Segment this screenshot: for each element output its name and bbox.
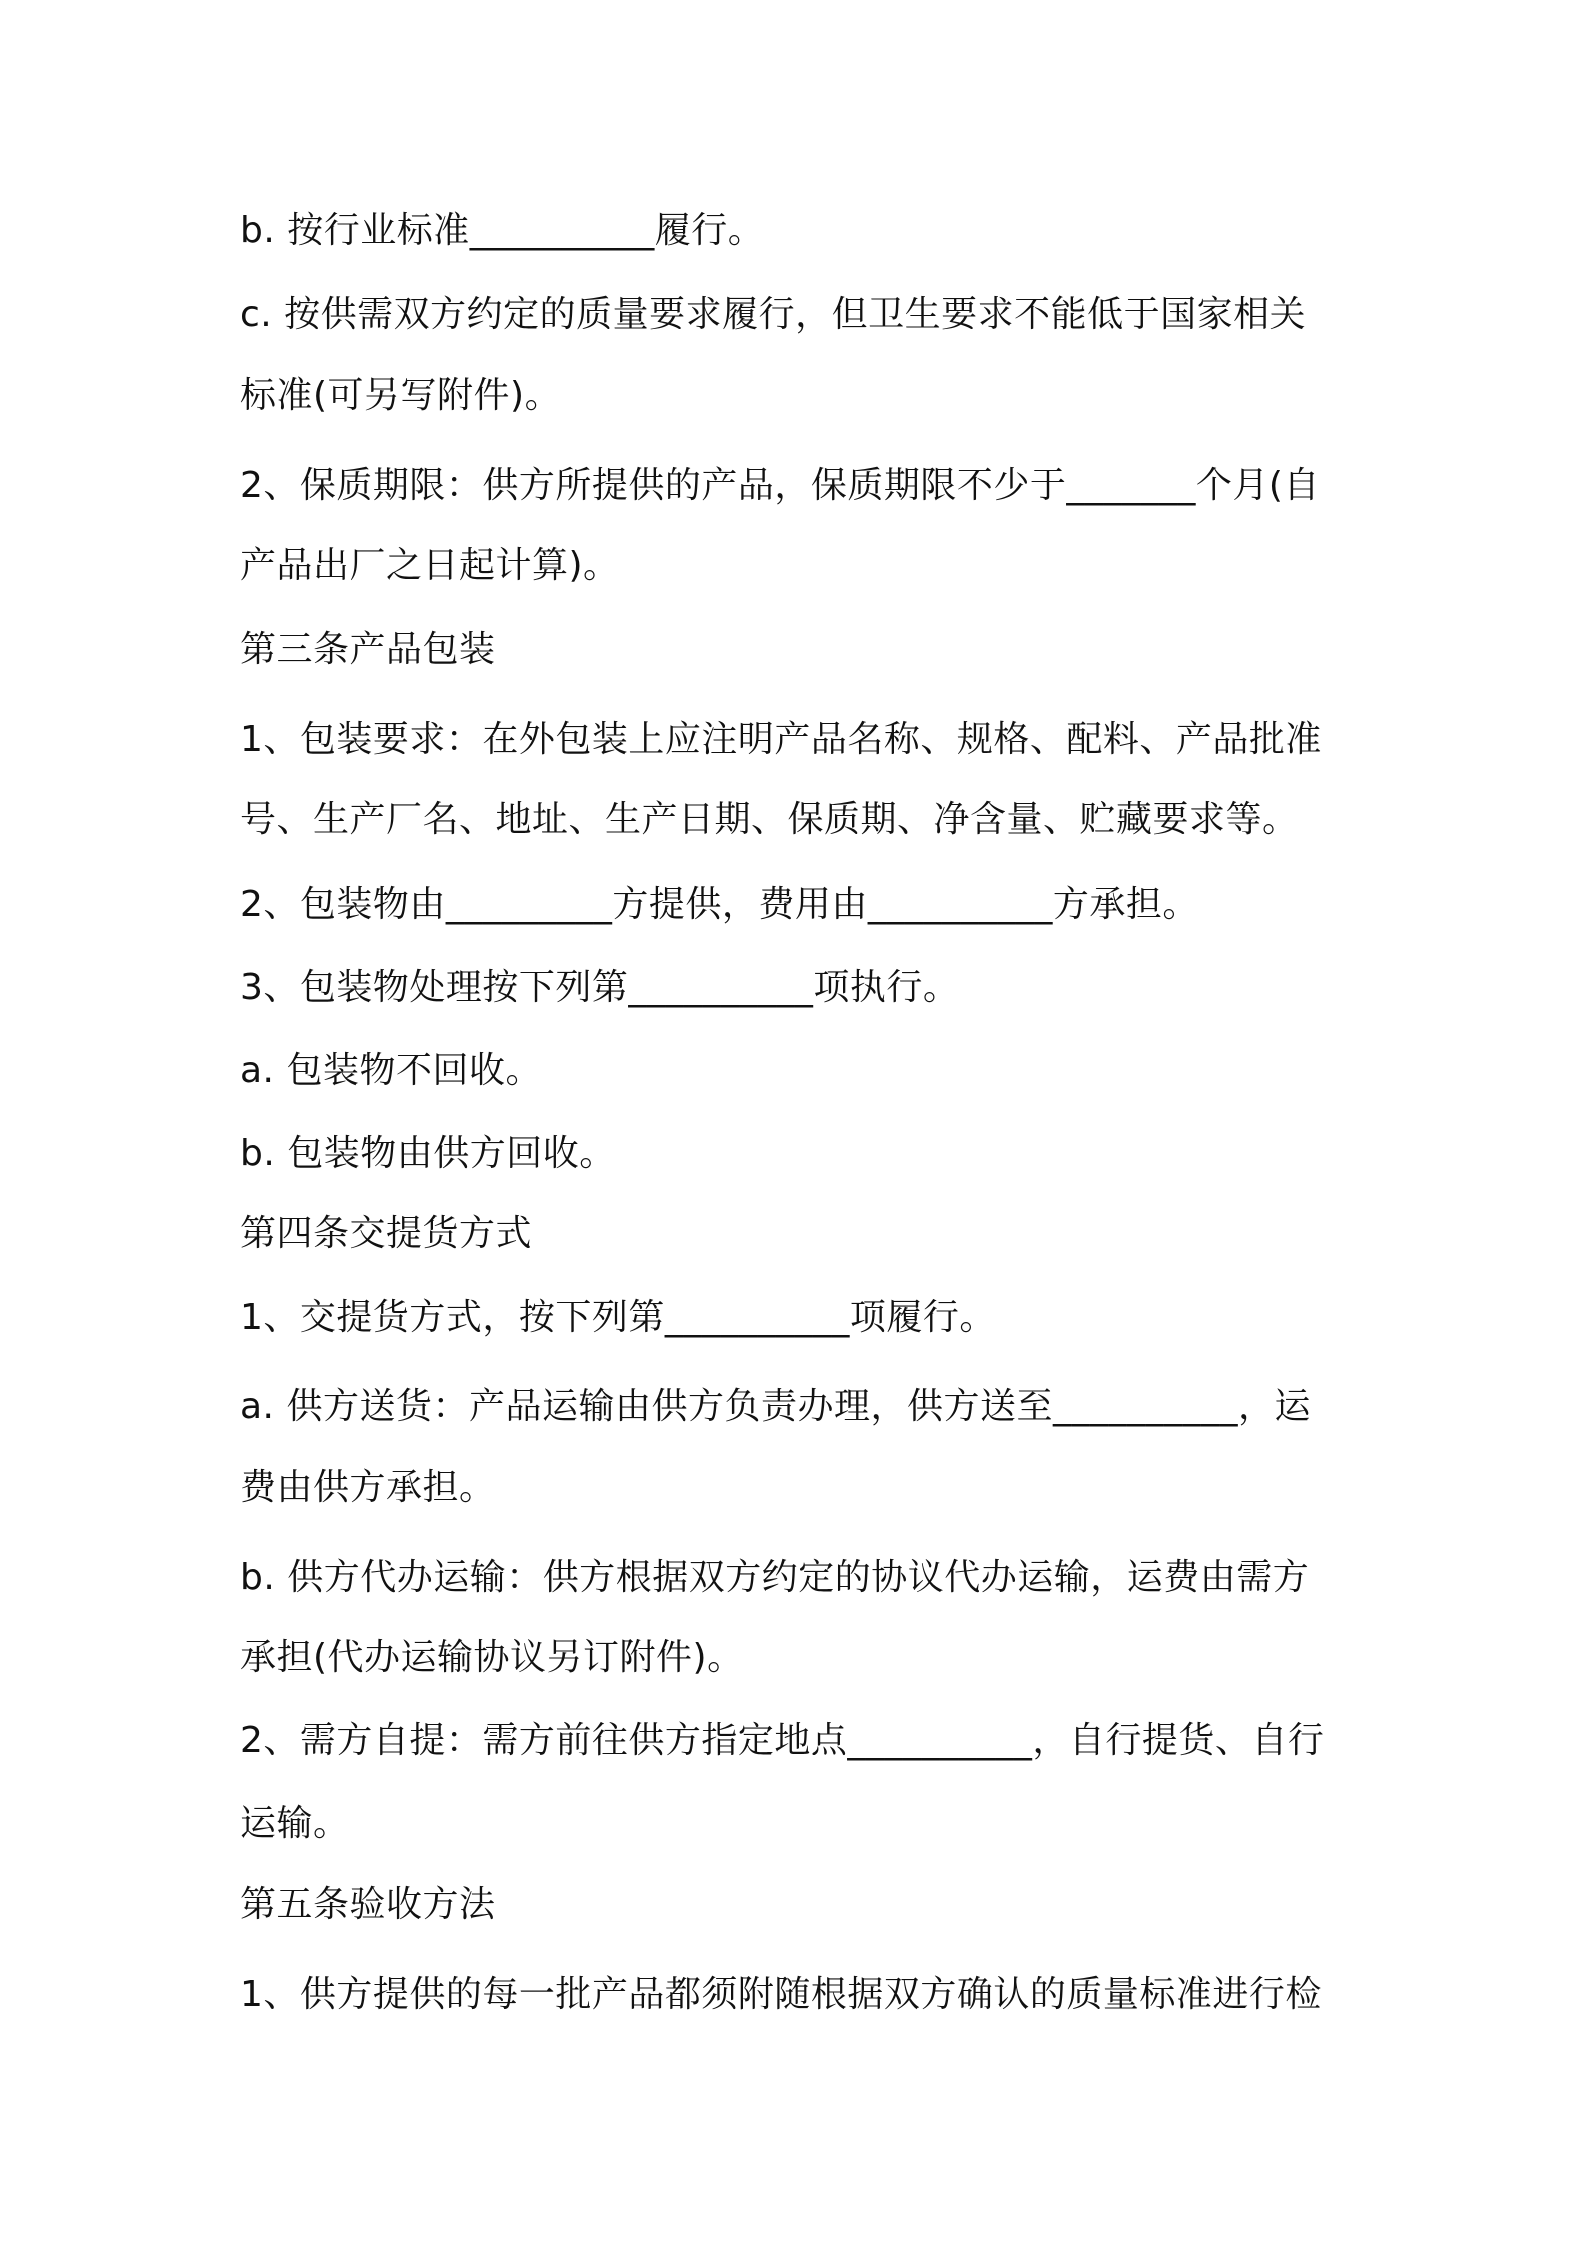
clause-line-a-supplier-delivery: a. 供方送货：产品运输由供方负责办理，供方送至__________，运 bbox=[240, 1386, 1311, 1427]
clause-line-packaging-requirements: 1、包装要求：在外包装上应注明产品名称、规格、配料、产品批准 bbox=[240, 719, 1322, 760]
clause-line-c-agreed-quality: c. 按供需双方约定的质量要求履行，但卫生要求不能低于国家相关 bbox=[240, 294, 1307, 335]
clause-line-b-supplier-recycle: b. 包装物由供方回收。 bbox=[240, 1133, 616, 1174]
clause-line-buyer-pickup-continued: 运输。 bbox=[240, 1803, 350, 1844]
section-heading-packaging: 第三条产品包装 bbox=[240, 629, 496, 670]
clause-line-buyer-pickup: 2、需方自提：需方前往供方指定地点__________，自行提货、自行 bbox=[240, 1720, 1325, 1761]
clause-line-c-continued: 标准(可另写附件)。 bbox=[240, 375, 562, 416]
section-heading-acceptance: 第五条验收方法 bbox=[240, 1884, 496, 1925]
clause-line-a-supplier-delivery-continued: 费由供方承担。 bbox=[240, 1467, 496, 1508]
section-heading-delivery: 第四条交提货方式 bbox=[240, 1213, 533, 1254]
clause-line-b-transport-agent-continued: 承担(代办运输协议另订附件)。 bbox=[240, 1637, 744, 1678]
clause-line-packaging-provider: 2、包装物由_________方提供，费用由__________方承担。 bbox=[240, 884, 1199, 925]
clause-line-shelf-life: 2、保质期限：供方所提供的产品，保质期限不少于_______个月(自 bbox=[240, 465, 1320, 506]
clause-line-acceptance-inspection: 1、供方提供的每一批产品都须附随根据双方确认的质量标准进行检 bbox=[240, 1974, 1322, 2015]
clause-line-a-no-recycle: a. 包装物不回收。 bbox=[240, 1050, 542, 1091]
clause-line-delivery-method: 1、交提货方式，按下列第__________项履行。 bbox=[240, 1297, 996, 1338]
clause-line-packaging-handling: 3、包装物处理按下列第__________项执行。 bbox=[240, 967, 960, 1008]
clause-line-b-industry-standard: b. 按行业标准__________履行。 bbox=[240, 210, 765, 251]
clause-line-b-transport-agent: b. 供方代办运输：供方根据双方约定的协议代办运输，运费由需方 bbox=[240, 1557, 1310, 1598]
clause-line-shelf-life-continued: 产品出厂之日起计算)。 bbox=[240, 545, 620, 586]
clause-line-packaging-requirements-continued: 号、生产厂名、地址、生产日期、保质期、净含量、贮藏要求等。 bbox=[240, 799, 1299, 840]
